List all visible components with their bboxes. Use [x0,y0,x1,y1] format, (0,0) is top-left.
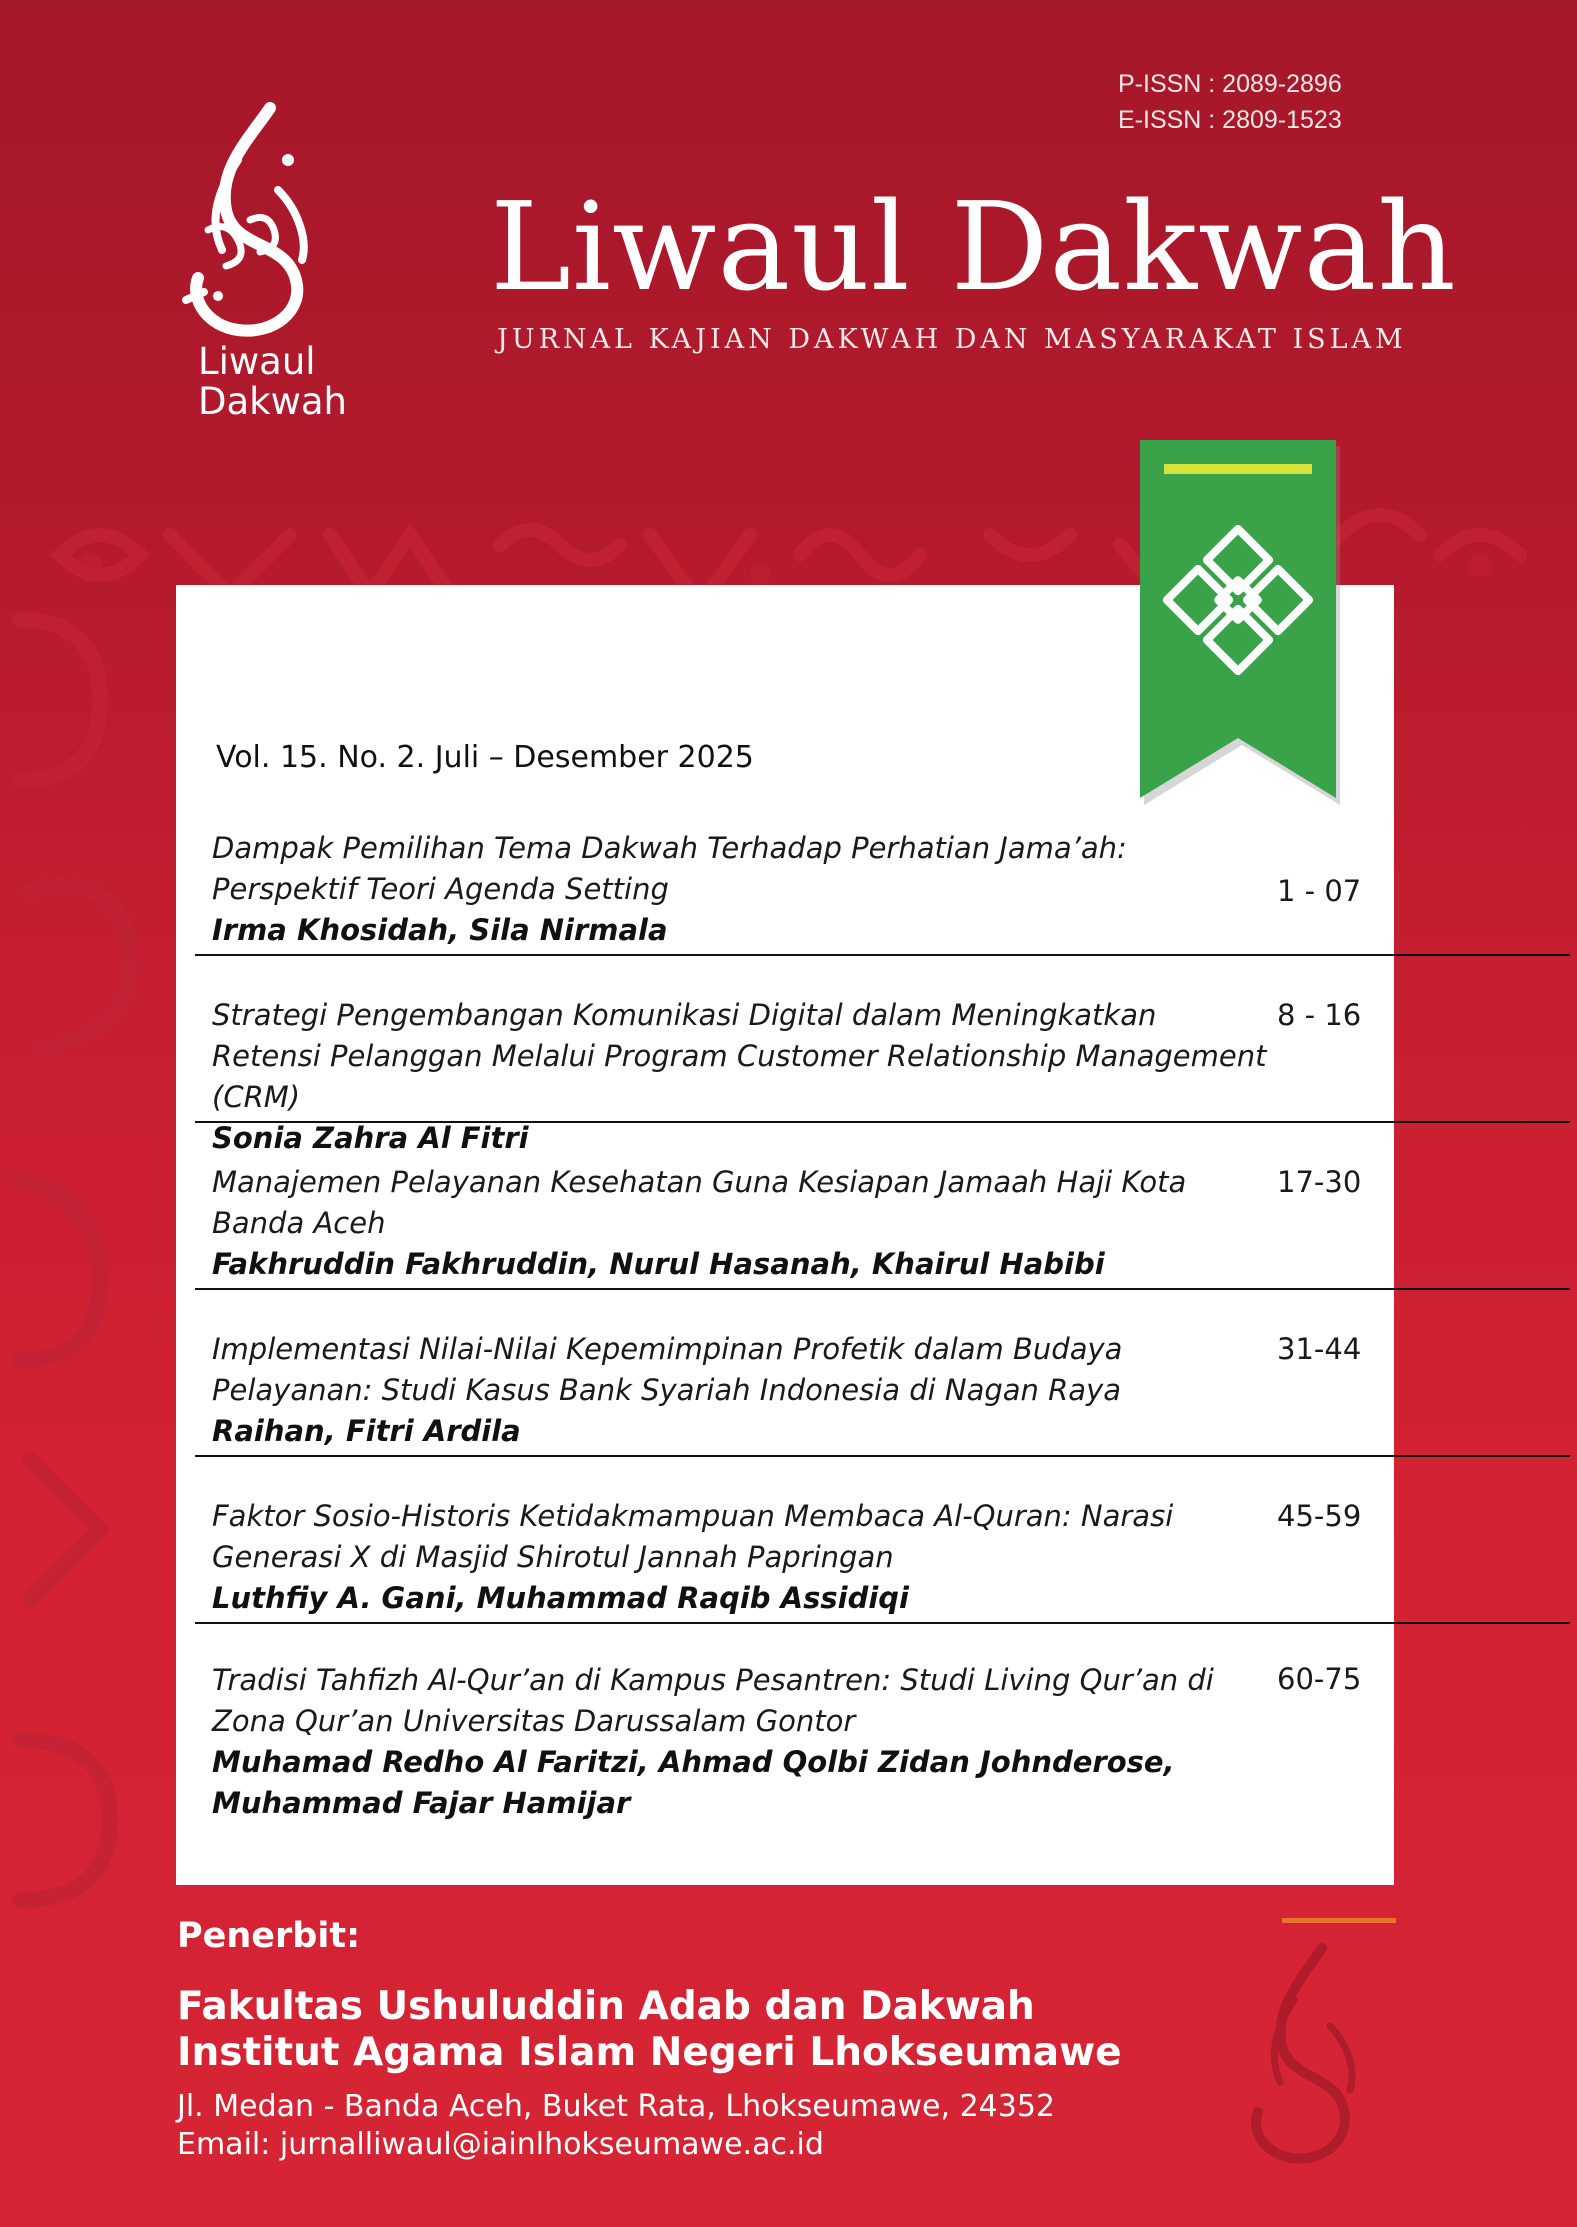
article-pages: 45-59 [1277,1499,1362,1533]
article-pages: 1 - 07 [1277,874,1362,908]
article-title: Strategi Pengembangan Komunikasi Digital dalam Meningkatkan Retensi Pelanggan Melalui Program Customer Relationship Management (CRM) [212,998,1267,1114]
journal-subtitle: JURNAL KAJIAN DAKWAH DAN MASYARAKAT ISLAM [497,324,1407,355]
article-title: Manajemen Pelayanan Kesehatan Guna Kesiapan Jamaah Haji Kota Banda Aceh [212,1165,1187,1240]
toc-entry [195,1123,1570,1290]
article-authors: Sonia Zahra Al Fitri [212,1121,529,1155]
article-pages: 17-30 [1277,1165,1362,1199]
article-authors: Irma Khosidah, Sila Nirmala [212,913,668,947]
article-pages: 60-75 [1277,1662,1362,1696]
toc-entry [195,1457,1570,1624]
article-pages: 8 - 16 [1277,998,1362,1032]
logo-line-2: Dakwah [198,380,347,423]
publisher-label: Penerbit: [177,1916,361,1956]
volume-info: Vol. 15. No. 2. Juli – Desember 2025 [216,740,754,775]
article-authors: Muhamad Redho Al Faritzi, Ahmad Qolbi Zidan Johnderose, Muhammad Fajar Hamijar [212,1745,1175,1820]
watermark-calligraphy-icon [1240,1940,1380,2170]
toc-entry [195,1624,1570,1834]
journal-title: Liwaul Dakwah [490,176,1457,318]
article-title: Dampak Pemilihan Tema Dakwah Terhadap Perhatian Jama’ah: Perspektif Teori Agenda Setting [212,831,1127,906]
logo-line-1: Liwaul [198,340,316,383]
article-authors: Raihan, Fitri Ardila [212,1414,521,1448]
publisher-faculty: Fakultas Ushuluddin Adab dan Dakwah [177,1984,1035,2029]
p-issn: P-ISSN : 2089-2896 [1118,70,1342,98]
logo-wordmark [198,342,347,422]
article-authors: Luthfiy A. Gani, Muhammad Raqib Assidiqi [212,1581,909,1615]
toc-entry [195,1290,1570,1457]
calligraphy-logo-icon [178,100,338,345]
article-pages: 31-44 [1277,1332,1362,1366]
toc-entry [195,828,1570,956]
issn-block [1118,66,1342,138]
publisher-block [177,1912,1122,2164]
publisher-address: Jl. Medan - Banda Aceh, Buket Rata, Lhokseumawe, 24352 [177,2089,1056,2124]
table-of-contents [195,828,1570,1834]
article-title: Faktor Sosio-Historis Ketidakmampuan Membaca Al-Quran: Narasi Generasi X di Masjid Shirotul Jannah Papringan [212,1499,1174,1574]
e-issn: E-ISSN : 2809-1523 [1118,106,1342,134]
article-title: Implementasi Nilai-Nilai Kepemimpinan Profetik dalam Budaya Pelayanan: Studi Kasus Bank Syariah Indonesia di Nagan Raya [212,1332,1123,1407]
ornament-left [0,560,180,2060]
bookmark-ribbon-icon [1140,440,1345,810]
toc-entry [195,956,1570,1155]
publisher-institute: Institut Agama Islam Negeri Lhokseumawe [177,2030,1122,2075]
article-authors: Fakhruddin Fakhruddin, Nurul Hasanah, Khairul Habibi [212,1247,1105,1281]
publisher-email: Email: jurnalliwaul@iainlhokseumawe.ac.id [177,2127,824,2162]
article-title: Tradisi Tahfizh Al-Qur’an di Kampus Pesantren: Studi Living Qur’an di Zona Qur’an Universitas Darussalam Gontor [212,1663,1214,1738]
accent-bar [1282,1918,1396,1923]
